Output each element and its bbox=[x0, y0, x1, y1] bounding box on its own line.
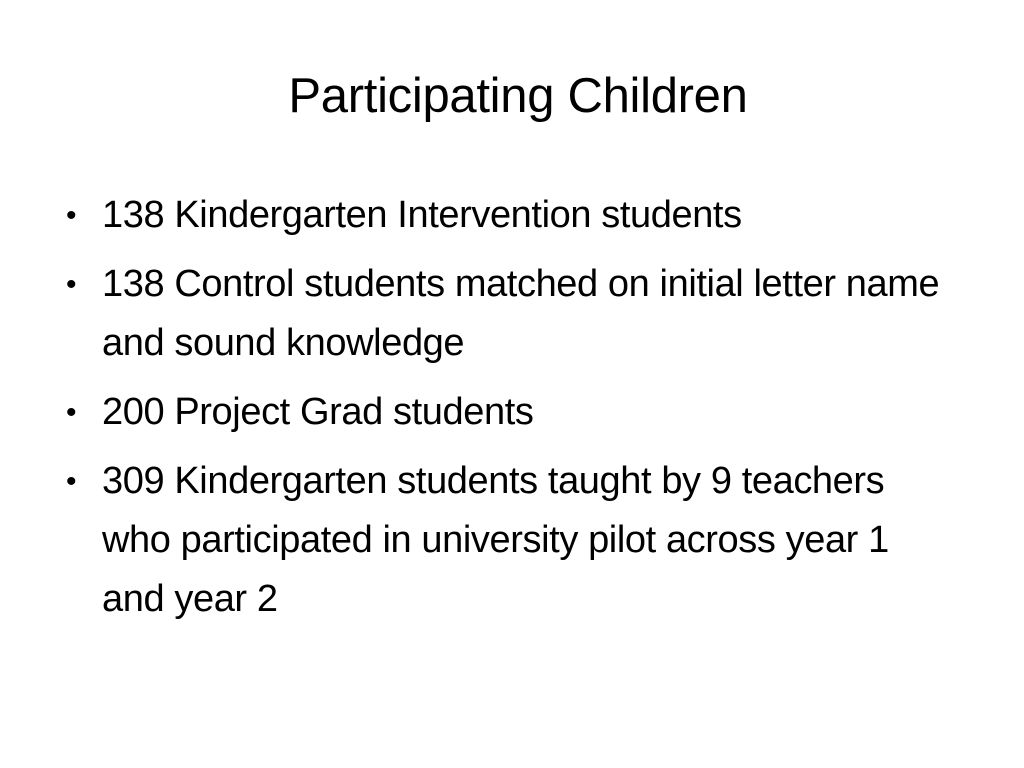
bullet-icon: • bbox=[66, 396, 77, 429]
slide-title: Participating Children bbox=[288, 69, 748, 123]
bullet-item bbox=[60, 186, 960, 245]
bullet-icon: • bbox=[66, 199, 77, 232]
bullet-list bbox=[60, 186, 960, 639]
bullet-text: 138 Control students matched on initial letter name and sound knowledge bbox=[102, 263, 940, 364]
bullet-icon: • bbox=[66, 465, 77, 498]
bullet-text: 200 Project Grad students bbox=[102, 391, 534, 433]
bullet-item bbox=[60, 383, 960, 442]
bullet-text: 138 Kindergarten Intervention students bbox=[102, 194, 742, 236]
bullet-item bbox=[60, 452, 960, 629]
bullet-item bbox=[60, 255, 960, 373]
bullet-text: 309 Kindergarten students taught by 9 teachers who participated in university pilot across year 1 and year 2 bbox=[102, 460, 889, 620]
bullet-icon: • bbox=[66, 268, 77, 301]
